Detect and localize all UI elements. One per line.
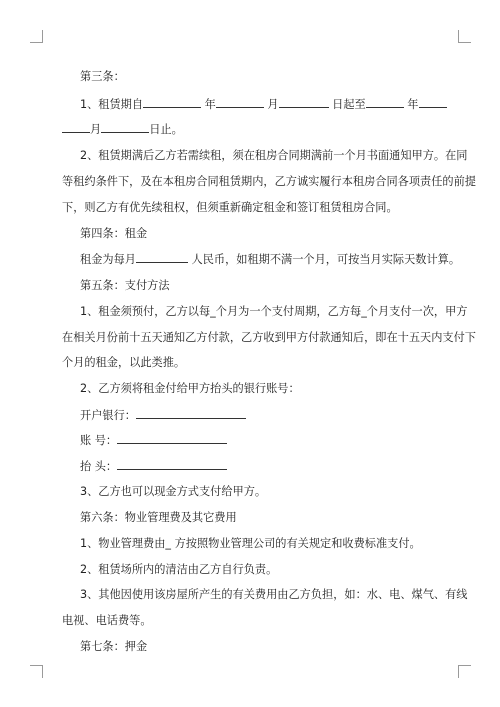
bank-name-label: 开户银行： <box>80 409 136 422</box>
account-holder-label: 抬 头： <box>80 460 118 473</box>
account-holder-blank[interactable] <box>117 459 227 470</box>
lease-term-label: 1、租赁期自 <box>80 98 144 111</box>
account-holder-line <box>80 459 458 474</box>
rent-label: 租金为每月 <box>80 253 136 266</box>
end-month-label: 月 <box>90 123 102 136</box>
end-day-label: 日止。 <box>149 123 183 136</box>
renewal-paragraph-line-2: 等租约条件下，及在本租房合同租赁期内，乙方诚实履行本租房合同各项责任的前提 <box>62 175 476 188</box>
payment-paragraph-line-3: 个月的租金，以此类推。 <box>62 356 186 369</box>
day-until-label: 日起至 <box>332 98 366 111</box>
year-label: 年 <box>204 98 216 111</box>
cleaning-line: 2、租赁场所内的清洁由乙方自行负责。 <box>80 563 278 576</box>
crop-mark-bottom-left <box>30 665 43 678</box>
article-6-heading: 第六条：物业管理费及其它费用 <box>80 511 237 524</box>
end-day-blank[interactable] <box>101 122 149 133</box>
lease-term-end-line <box>62 122 440 137</box>
end-year-blank[interactable] <box>366 97 404 108</box>
renewal-paragraph-line-1: 2、租赁期满后乙方若需续租，须在租房合同期满前一个月书面通知甲方。在同 <box>80 149 468 162</box>
end-month-blank[interactable] <box>62 122 90 133</box>
start-year-blank[interactable] <box>143 97 201 108</box>
start-day-blank[interactable] <box>279 97 329 108</box>
other-fees-line-1: 3、其他因使用该房屋所产生的有关费用由乙方负担，如：水、电、煤气、有线 <box>80 588 468 601</box>
account-number-label: 账 号： <box>80 434 118 447</box>
monthly-rent-blank[interactable] <box>136 252 188 263</box>
payment-paragraph-line-2: 在相关月份前十五天通知乙方付款，乙方收到甲方付款通知后，即在十五天内支付下 <box>62 331 476 344</box>
crop-mark-top-right <box>458 30 471 43</box>
article-5-heading: 第五条：支付方法 <box>80 279 170 292</box>
crop-mark-top-left <box>30 30 43 43</box>
article-3-heading: 第三条： <box>80 70 125 83</box>
rent-amount-line <box>80 252 461 267</box>
bank-account-intro: 2、乙方须将租金付给甲方抬头的银行账号： <box>80 382 300 395</box>
end-month-prefix-blank[interactable] <box>419 97 447 108</box>
rent-terms-text: 人民币，如租期不满一个月，可按当月实际天数计算。 <box>191 253 461 266</box>
bank-name-line <box>80 408 458 423</box>
account-number-line <box>80 433 458 448</box>
lease-term-line <box>80 97 458 112</box>
start-month-blank[interactable] <box>216 97 264 108</box>
property-fee-line: 1、物业管理费由_ 方按照物业管理公司的有关规定和收费标准支付。 <box>80 537 421 550</box>
account-number-blank[interactable] <box>117 433 227 444</box>
other-fees-line-2: 电视、电话费等。 <box>62 614 152 627</box>
end-year-label: 年 <box>407 98 419 111</box>
renewal-paragraph-line-3: 下，则乙方有优先续租权，但须重新确定租金和签订租赁租房合同。 <box>62 201 398 214</box>
payment-paragraph-line-1: 1、租金须预付，乙方以每_个月为一个支付周期，乙方每_个月支付一次，甲方 <box>80 305 468 318</box>
article-7-heading: 第七条：押金 <box>80 640 148 653</box>
article-4-heading: 第四条：租金 <box>80 227 148 240</box>
cash-payment-line: 3、乙方也可以现金方式支付给甲方。 <box>80 485 267 498</box>
bank-name-blank[interactable] <box>136 408 246 419</box>
month-label: 月 <box>267 98 279 111</box>
crop-mark-bottom-right <box>458 665 471 678</box>
